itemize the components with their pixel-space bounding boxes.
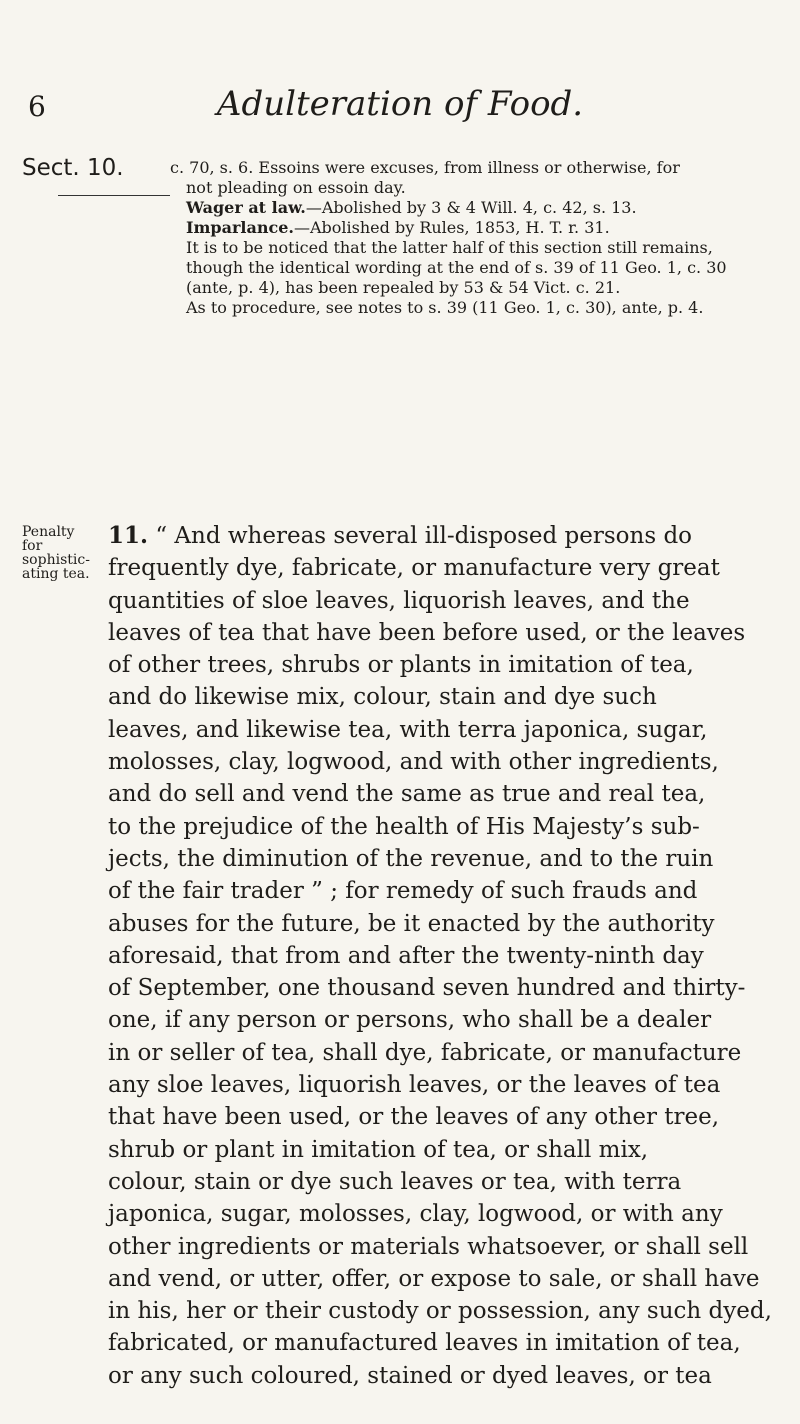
main-line: of the fair trader ” ; for remedy of such frauds and xyxy=(108,878,698,905)
margin-note-line: Penalty for xyxy=(22,524,75,554)
section-number: 11. xyxy=(108,522,149,549)
main-line: colour, stain or dye such leaves or tea, with terra xyxy=(108,1168,682,1195)
main-line: leaves, and likewise tea, with terra japonica, sugar, xyxy=(108,716,708,743)
section-rule xyxy=(58,195,170,196)
main-line: of September, one thousand seven hundred and thirty- xyxy=(108,975,746,1002)
main-line: frequently dye, fabricate, or manufacture very great xyxy=(108,555,720,582)
margin-note-penalty xyxy=(22,525,96,581)
main-line: shrub or plant in imitation of tea, or shall mix, xyxy=(108,1136,649,1163)
main-line: other ingredients or materials whatsoever, or shall sell xyxy=(108,1233,749,1260)
main-line: japonica, sugar, molosses, clay, logwood, or with any xyxy=(108,1201,723,1228)
main-line: in his, her or their custody or possession, any such dyed, xyxy=(108,1298,772,1325)
main-line: fabricated, or manufactured leaves in imitation of tea, xyxy=(108,1330,741,1357)
margin-note-line: sophistic- xyxy=(22,552,90,568)
section-11-text xyxy=(108,520,792,1392)
section-label: Sect. 10. xyxy=(22,155,124,181)
note-text: —Abolished by Rules, 1853, H. T. r. 31. xyxy=(293,218,610,237)
main-line: abuses for the future, be it enacted by the authority xyxy=(108,910,715,937)
main-line: to the prejudice of the health of His Majesty’s sub- xyxy=(108,813,700,840)
main-line: and do likewise mix, colour, stain and dye such xyxy=(108,684,657,711)
main-line: any sloe leaves, liquorish leaves, or the leaves of tea xyxy=(108,1072,721,1099)
main-line: or any such coloured, stained or dyed leaves, or tea xyxy=(108,1362,712,1389)
note-line xyxy=(170,198,788,218)
margin-note-line: ating tea. xyxy=(22,566,90,582)
main-line xyxy=(108,520,792,552)
running-title: Adulteration of Food. xyxy=(216,84,584,124)
note-line: c. 70, s. 6. Essoins were excuses, from illness or otherwise, for xyxy=(170,158,680,177)
note-line: As to procedure, see notes to s. 39 (11 Geo. 1, c. 30), ante, p. 4. xyxy=(186,298,704,317)
note-line xyxy=(170,218,788,238)
note-line: not pleading on essoin day. xyxy=(186,178,406,197)
main-line: that have been used, or the leaves of any other tree, xyxy=(108,1104,720,1131)
note-line: (ante, p. 4), has been repealed by 53 & 54 Vict. c. 21. xyxy=(186,278,621,297)
page-number: 6 xyxy=(28,90,46,123)
main-line-text: “ And whereas several ill-disposed persons do xyxy=(155,523,693,549)
main-line: leaves of tea that have been before used, or the leaves xyxy=(108,619,746,646)
note-text: —Abolished by 3 & 4 Will. 4, c. 42, s. 13. xyxy=(305,198,637,217)
main-line: and do sell and vend the same as true and real tea, xyxy=(108,781,706,808)
note-line: It is to be noticed that the latter half of this section still remains, xyxy=(186,238,713,257)
main-line: one, if any person or persons, who shall be a dealer xyxy=(108,1007,712,1034)
main-line: molosses, clay, logwood, and with other ingredients, xyxy=(108,749,719,776)
main-line: quantities of sloe leaves, liquorish leaves, and the xyxy=(108,587,690,614)
main-line: aforesaid, that from and after the twenty-ninth day xyxy=(108,942,704,969)
section-10-notes xyxy=(170,158,788,318)
main-line: in or seller of tea, shall dye, fabricate, or manufacture xyxy=(108,1039,742,1066)
note-heading: Imparlance. xyxy=(186,218,294,237)
main-line: jects, the diminution of the revenue, and to the ruin xyxy=(108,845,714,872)
note-line: though the identical wording at the end of s. 39 of 11 Geo. 1, c. 30 xyxy=(186,258,727,277)
main-line: of other trees, shrubs or plants in imitation of tea, xyxy=(108,652,694,679)
main-line: and vend, or utter, offer, or expose to sale, or shall have xyxy=(108,1265,760,1292)
note-heading: Wager at law. xyxy=(186,198,306,217)
